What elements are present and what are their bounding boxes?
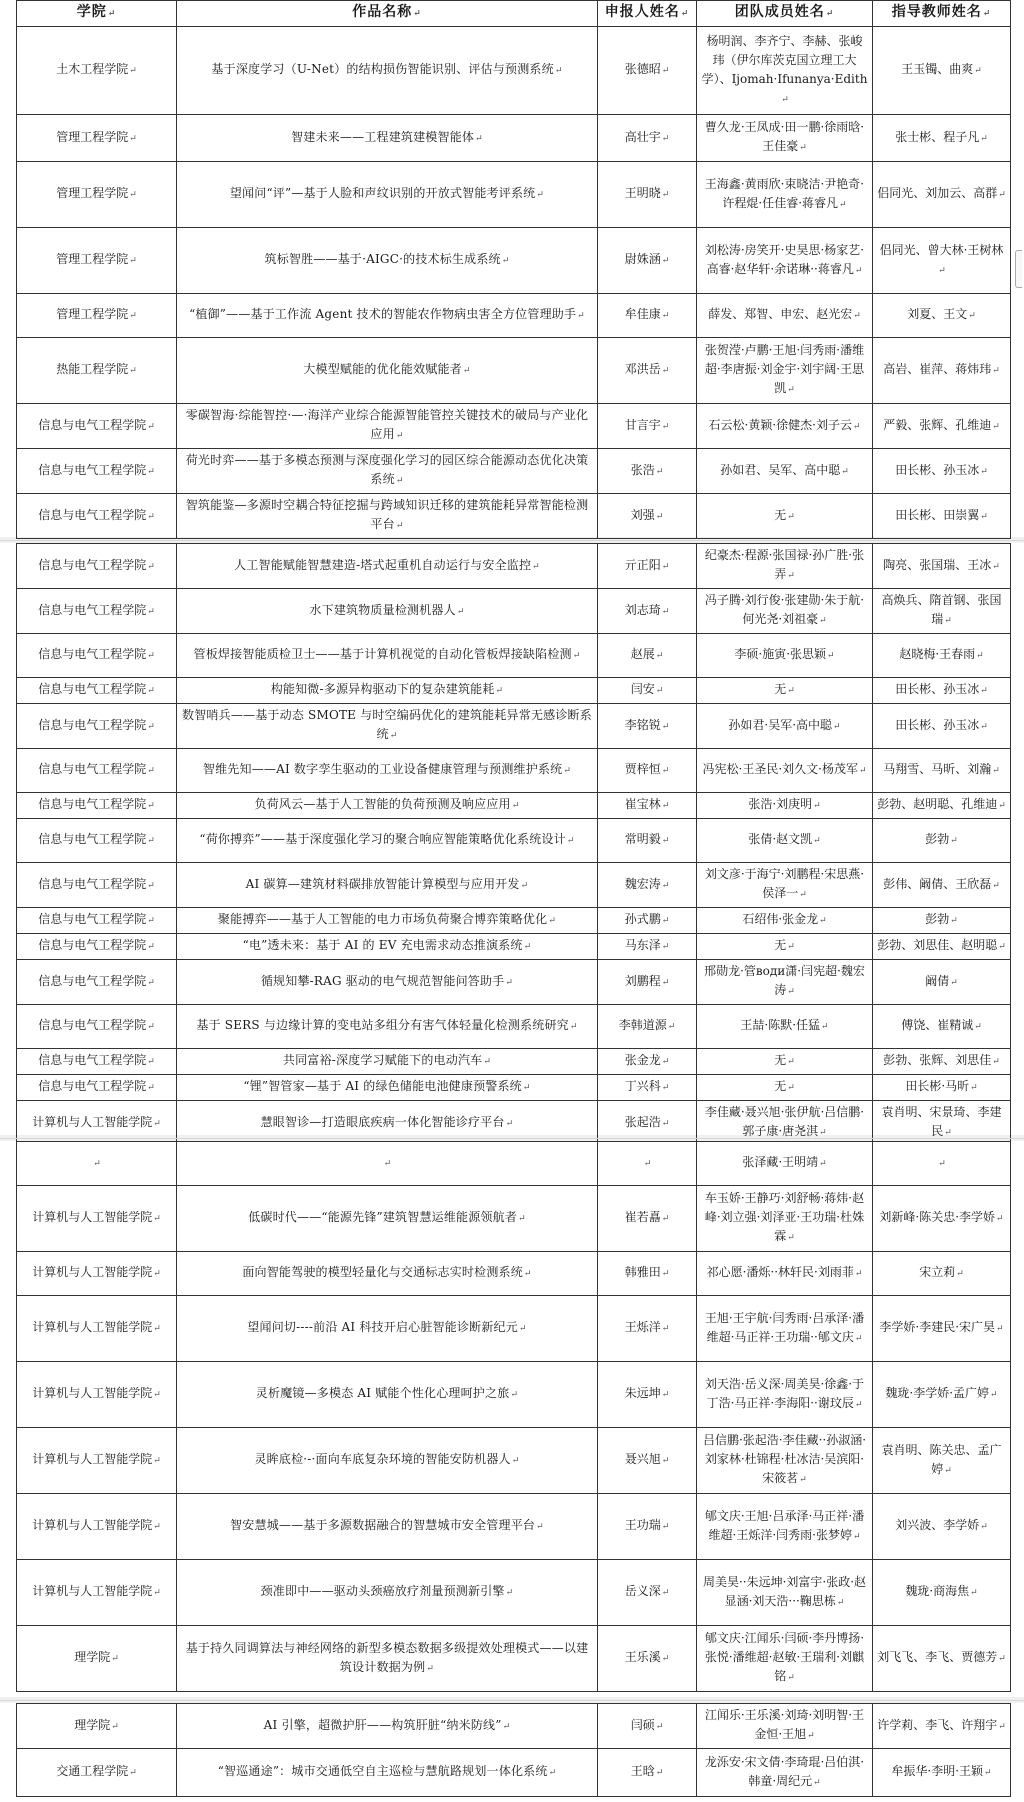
cell-applicant: 王功瑞↵ xyxy=(598,1494,697,1560)
table-row xyxy=(17,749,1011,793)
cell-work: “锂”智管家—基于 AI 的绿色储能电池健康预警系统↵ xyxy=(177,1075,598,1101)
cell-applicant: 岳义深↵ xyxy=(598,1560,697,1626)
cell-college: 信息与电气工程学院↵ xyxy=(17,819,177,863)
cell-members: 无↵ xyxy=(697,678,873,704)
header-members: 团队成员姓名↵ xyxy=(697,1,873,27)
cell-advisors: 彭勃、赵明聪、孔维迪↵ xyxy=(873,793,1011,819)
cell-advisors: 田长彬、孙玉冰↵ xyxy=(873,678,1011,704)
cell-members: 无↵ xyxy=(697,1075,873,1101)
table-row xyxy=(17,1362,1011,1428)
cell-advisors: 刘新峰·陈关忠·李学娇↵ xyxy=(873,1186,1011,1252)
cell-work: 水下建筑物质量检测机器人↵ xyxy=(177,589,598,634)
cell-work: 大模型赋能的优化能效赋能者↵ xyxy=(177,338,598,404)
cell-advisors: 彭勃↵ xyxy=(873,819,1011,863)
cell-college: 管理工程学院↵ xyxy=(17,294,177,338)
cell-applicant: 牟佳康↵ xyxy=(598,294,697,338)
cell-applicant: 王明晓↵ xyxy=(598,162,697,228)
cell-college: 计算机与人工智能学院↵ xyxy=(17,1252,177,1296)
cell-advisors: 侣同光、曾大林·王树林↵ xyxy=(873,228,1011,294)
cell-college: 计算机与人工智能学院↵ xyxy=(17,1101,177,1146)
cell-college: 计算机与人工智能学院↵ xyxy=(17,1560,177,1626)
results-table-page-1 xyxy=(16,0,1011,539)
cell-applicant: 孙式鹏↵ xyxy=(598,908,697,934)
cell-work: “荷你搏弈”——基于深度强化学习的聚合响应智能策略优化系统设计↵ xyxy=(177,819,598,863)
cell-advisors: 李学娇·李建民·宋广昊↵ xyxy=(873,1296,1011,1362)
cell-advisors: 张士彬、程子凡↵ xyxy=(873,115,1011,162)
cell-work: 望闻问切----前沿 AI 科技开启心脏智能诊断新纪元↵ xyxy=(177,1296,598,1362)
cell-work: 智筑能鉴—多源时空耦合特征挖掘与跨域知识迁移的建筑能耗异常智能检测平台↵ xyxy=(177,494,598,539)
cell-college: 信息与电气工程学院↵ xyxy=(17,1005,177,1049)
cell-applicant: 常明毅↵ xyxy=(598,819,697,863)
table-row xyxy=(17,1186,1011,1252)
cell-advisors: 魏珑·商海焦↵ xyxy=(873,1560,1011,1626)
table-row xyxy=(17,494,1011,539)
cell-applicant: 张浩↵ xyxy=(598,449,697,494)
header-applicant: 申报人姓名↵ xyxy=(598,1,697,27)
cell-college: ↵ xyxy=(17,1142,177,1186)
header-work: 作品名称↵ xyxy=(177,1,598,27)
cell-applicant: 李韩道源↵ xyxy=(598,1005,697,1049)
table-row xyxy=(17,338,1011,404)
cell-applicant: 刘鹏程↵ xyxy=(598,960,697,1005)
cell-college: 信息与电气工程学院↵ xyxy=(17,934,177,960)
cell-advisors: 田长彬、孙玉冰↵ xyxy=(873,704,1011,749)
cell-college: 计算机与人工智能学院↵ xyxy=(17,1296,177,1362)
cell-advisors: 彭伟、阚倩、王欣磊↵ xyxy=(873,863,1011,908)
cell-members: 王海鑫·黄雨欣·束晓洁·尹艳奇·许程焜·任佳睿·蒋睿凡↵ xyxy=(697,162,873,228)
cell-members: 孙如君、吴军、高中聪↵ xyxy=(697,449,873,494)
table-row xyxy=(17,1252,1011,1296)
page-separator xyxy=(0,540,1024,541)
cell-college: 信息与电气工程学院↵ xyxy=(17,749,177,793)
cell-advisors: 刘飞飞、李飞、贾德芳↵ xyxy=(873,1626,1011,1692)
cell-applicant: 亓正阳↵ xyxy=(598,544,697,589)
cell-work: 慧眼智诊—打造眼底疾病一体化智能诊疗平台↵ xyxy=(177,1101,598,1146)
cell-advisors: 刘兴波、李学娇↵ xyxy=(873,1494,1011,1560)
cell-work: 智建未来——工程建筑建模智能体↵ xyxy=(177,115,598,162)
page-3 xyxy=(0,1141,1024,1697)
cell-applicant: 赵展↵ xyxy=(598,634,697,678)
cell-college: 信息与电气工程学院↵ xyxy=(17,589,177,634)
cell-advisors: 袁肖明、宋景琦、李建民↵ xyxy=(873,1101,1011,1146)
cell-college: 管理工程学院↵ xyxy=(17,115,177,162)
table-row xyxy=(17,294,1011,338)
cell-college: 理学院↵ xyxy=(17,1626,177,1692)
table-row xyxy=(17,908,1011,934)
cell-applicant: 尉姝涵↵ xyxy=(598,228,697,294)
cell-applicant: 丁兴科↵ xyxy=(598,1075,697,1101)
table-row xyxy=(17,1560,1011,1626)
cell-advisors: 田长彬、田崇翼↵ xyxy=(873,494,1011,539)
cell-advisors: 魏珑·李学娇·孟广婷↵ xyxy=(873,1362,1011,1428)
cell-college: 交通工程学院↵ xyxy=(17,1749,177,1797)
cell-members: 无↵ xyxy=(697,934,873,960)
cell-work: 智安慧城——基于多源数据融合的智慧城市安全管理平台↵ xyxy=(177,1494,598,1560)
cell-advisors: 彭勃、张辉、刘思佳↵ xyxy=(873,1049,1011,1075)
cell-work: “植御”——基于工作流 Agent 技术的智能农作物病虫害全方位管理助手↵ xyxy=(177,294,598,338)
cell-work: 负荷风云—基于人工智能的负荷预测及响应应用↵ xyxy=(177,793,598,819)
cell-work: 管板焊接智能质检卫士——基于计算机视觉的自动化管板焊接缺陷检测↵ xyxy=(177,634,598,678)
cell-college: 信息与电气工程学院↵ xyxy=(17,1075,177,1101)
cell-work: “电”透未来：基于 AI 的 EV 充电需求动态推演系统↵ xyxy=(177,934,598,960)
cell-advisors: 阚倩↵ xyxy=(873,960,1011,1005)
cell-members: 王旭·王宇航·闫秀雨·吕承泽·潘维超·马正祥·王功瑞··郇文庆↵ xyxy=(697,1296,873,1362)
cell-members: 周美昊··朱远坤·刘富宇·张政·赵显涵·刘天浩···鞠思栋↵ xyxy=(697,1560,873,1626)
cell-members: 江闻乐·王乐溪·刘琦·刘明智·王金恒·王旭↵ xyxy=(697,1704,873,1749)
cell-work: 筑标智胜——基于·AIGC·的技术标生成系统↵ xyxy=(177,228,598,294)
cell-members: 邢勋龙·管води潇·闫宪超·魏宏涛↵ xyxy=(697,960,873,1005)
header-college: 学院↵ xyxy=(17,1,177,27)
table-row xyxy=(17,819,1011,863)
cell-members: 张倩·赵文凯↵ xyxy=(697,819,873,863)
results-table-page-4 xyxy=(16,1703,1011,1797)
cell-work: AI 碳算—建筑材料碳排放智能计算模型与应用开发↵ xyxy=(177,863,598,908)
cell-advisors: 高岩、崔萍、蒋炜玮↵ xyxy=(873,338,1011,404)
cell-work: 聚能搏弈——基于人工智能的电力市场负荷聚合博弈策略优化↵ xyxy=(177,908,598,934)
cell-applicant: 聂兴旭↵ xyxy=(598,1428,697,1494)
cell-members: 冯子腾·刘行俊·张建勋·朱于航·何光尧·刘祖豪↵ xyxy=(697,589,873,634)
cell-members: 冯宪松·王圣民·刘久文·杨茂军↵ xyxy=(697,749,873,793)
cell-college: 信息与电气工程学院↵ xyxy=(17,908,177,934)
table-row xyxy=(17,228,1011,294)
page-separator xyxy=(0,1700,1024,1701)
cell-college: 理学院↵ xyxy=(17,1704,177,1749)
cell-advisors: 袁肖明、陈关忠、孟广婷↵ xyxy=(873,1428,1011,1494)
cell-work: 循规知攀-RAG 驱动的电气规范智能问答助手↵ xyxy=(177,960,598,1005)
cell-advisors: 陶亮、张国瑞、王冰↵ xyxy=(873,544,1011,589)
cell-college: 信息与电气工程学院↵ xyxy=(17,634,177,678)
cell-college: 管理工程学院↵ xyxy=(17,228,177,294)
cell-members: 李硕·施寅·张思颖↵ xyxy=(697,634,873,678)
cell-college: 信息与电气工程学院↵ xyxy=(17,960,177,1005)
table-row xyxy=(17,1626,1011,1692)
cell-members: 龙泺安·宋文倩·李琦琨·吕伯淇·韩童·周纪元↵ xyxy=(697,1749,873,1797)
cell-work: 灵眸底检·-·面向车底复杂环境的智能安防机器人↵ xyxy=(177,1428,598,1494)
cell-applicant: 高壮宇↵ xyxy=(598,115,697,162)
cell-college: 信息与电气工程学院↵ xyxy=(17,449,177,494)
cell-advisors: 许学莉、李飞、许翔宇↵ xyxy=(873,1704,1011,1749)
cell-advisors: 马翔雪、马昕、刘瀚↵ xyxy=(873,749,1011,793)
cell-members: 无↵ xyxy=(697,1049,873,1075)
table-row xyxy=(17,1005,1011,1049)
table-row xyxy=(17,1494,1011,1560)
cell-work: 灵析魔镜—多模态 AI 赋能个性化心理呵护之旅↵ xyxy=(177,1362,598,1428)
cell-work: 面向智能驾驶的模型轻量化与交通标志实时检测系统↵ xyxy=(177,1252,598,1296)
page-1 xyxy=(0,0,1024,537)
cell-work: 人工智能赋能智慧建造-塔式起重机自动运行与安全监控↵ xyxy=(177,544,598,589)
table-row xyxy=(17,1142,1011,1186)
cell-applicant: 王晗↵ xyxy=(598,1749,697,1797)
cell-members: 刘天浩·岳义深·周美昊·徐鑫·于丁浩·马正祥·李海阳··谢玟辰↵ xyxy=(697,1362,873,1428)
cell-applicant: 刘强↵ xyxy=(598,494,697,539)
cell-advisors: 彭勃↵ xyxy=(873,908,1011,934)
cell-applicant: 王乐溪↵ xyxy=(598,1626,697,1692)
cell-college: 计算机与人工智能学院↵ xyxy=(17,1428,177,1494)
table-row xyxy=(17,934,1011,960)
cell-advisors: 侣同光、刘加云、高群↵ xyxy=(873,162,1011,228)
cell-advisors: 赵晓梅·王春雨↵ xyxy=(873,634,1011,678)
page-separator xyxy=(0,1138,1024,1139)
cell-advisors: ↵ xyxy=(873,1142,1011,1186)
cell-work: ↵ xyxy=(177,1142,598,1186)
cell-work: 零碳智海·综能智控·—·海洋产业综合能源智能管控关键技术的破局与产业化应用↵ xyxy=(177,404,598,449)
table-row xyxy=(17,678,1011,704)
cell-applicant: 邓洪岳↵ xyxy=(598,338,697,404)
cell-college: 信息与电气工程学院↵ xyxy=(17,678,177,704)
cell-advisors: 彭勃、刘思佳、赵明聪↵ xyxy=(873,934,1011,960)
table-row xyxy=(17,1075,1011,1101)
cell-members: 曹久龙·王凤成·田一鹏·徐雨晗·王佳豪↵ xyxy=(697,115,873,162)
cell-advisors: 王玉镯、曲爽↵ xyxy=(873,27,1011,115)
table-row xyxy=(17,634,1011,678)
table-row xyxy=(17,793,1011,819)
cell-advisors: 刘夏、王文↵ xyxy=(873,294,1011,338)
cell-applicant: 闫硕↵ xyxy=(598,1704,697,1749)
cell-applicant: 韩雅田↵ xyxy=(598,1252,697,1296)
table-row xyxy=(17,960,1011,1005)
table-row xyxy=(17,115,1011,162)
cell-work: 低碳时代——“能源先锋”建筑智慧运维能源领航者↵ xyxy=(177,1186,598,1252)
cell-college: 计算机与人工智能学院↵ xyxy=(17,1494,177,1560)
cell-college: 管理工程学院↵ xyxy=(17,162,177,228)
cell-applicant: 张德昭↵ xyxy=(598,27,697,115)
page-2 xyxy=(0,543,1024,1138)
cell-members: 无↵ xyxy=(697,494,873,539)
cell-members: 孙如君·吴军·高中聪↵ xyxy=(697,704,873,749)
cell-advisors: 田长彬·马昕↵ xyxy=(873,1075,1011,1101)
cell-applicant: 张起浩↵ xyxy=(598,1101,697,1146)
cell-work: 颈准即中——驱动头颈癌放疗剂量预测新引擎↵ xyxy=(177,1560,598,1626)
cell-applicant: 崔若嚞↵ xyxy=(598,1186,697,1252)
table-row xyxy=(17,1049,1011,1075)
cell-members: 张浩·刘庚明↵ xyxy=(697,793,873,819)
cell-college: 信息与电气工程学院↵ xyxy=(17,544,177,589)
scrollbar-handle[interactable] xyxy=(1015,250,1022,288)
cell-members: 郇文庆·江闻乐·闫硕·李丹博扬·张悦·潘维超·赵敏·王瑞利·刘麒铭↵ xyxy=(697,1626,873,1692)
cell-work: AI 引擎，超微护肝——构筑肝脏“纳米防线”↵ xyxy=(177,1704,598,1749)
cell-advisors: 宋立莉↵ xyxy=(873,1252,1011,1296)
cell-members: 石绍伟·张金龙↵ xyxy=(697,908,873,934)
cell-advisors: 田长彬、孙玉冰↵ xyxy=(873,449,1011,494)
table-row xyxy=(17,27,1011,115)
cell-applicant: 刘志琦↵ xyxy=(598,589,697,634)
cell-applicant: 闫安↵ xyxy=(598,678,697,704)
table-row xyxy=(17,704,1011,749)
cell-advisors: 牟振华·李明·王颖↵ xyxy=(873,1749,1011,1797)
cell-work: 构能知微-多源异构驱动下的复杂建筑能耗↵ xyxy=(177,678,598,704)
cell-applicant: 李铭锐↵ xyxy=(598,704,697,749)
cell-college: 信息与电气工程学院↵ xyxy=(17,1049,177,1075)
cell-applicant: 朱远坤↵ xyxy=(598,1362,697,1428)
cell-applicant: 王烁洋↵ xyxy=(598,1296,697,1362)
cell-advisors: 高焕兵、隋首钢、张国瑞↵ xyxy=(873,589,1011,634)
cell-advisors: 严毅、张辉、孔维迪↵ xyxy=(873,404,1011,449)
cell-work: 智维先知——AI 数字孪生驱动的工业设备健康管理与预测维护系统↵ xyxy=(177,749,598,793)
cell-college: 信息与电气工程学院↵ xyxy=(17,494,177,539)
results-table-page-3 xyxy=(16,1141,1011,1692)
table-row xyxy=(17,1704,1011,1749)
table-row xyxy=(17,589,1011,634)
cell-members: 张贺滢·卢鹏·王旭·闫秀雨·潘维超·李唐振·刘金宇·刘宇阔·王思凯↵ xyxy=(697,338,873,404)
table-row xyxy=(17,1428,1011,1494)
cell-members: 吕信鹏·张起浩·李佳藏··孙淑涵·刘家林·杜锦程·杜冰洁·吴滨阳·宋筱茗↵ xyxy=(697,1428,873,1494)
cell-members: 车玉娇·王静巧·刘舒畅·蒋炜·赵峰·刘立强·刘泽亚·王功瑞·杜姝霖↵ xyxy=(697,1186,873,1252)
cell-college: 计算机与人工智能学院↵ xyxy=(17,1362,177,1428)
table-row xyxy=(17,544,1011,589)
cell-college: 土木工程学院↵ xyxy=(17,27,177,115)
table-row xyxy=(17,404,1011,449)
cell-applicant: 马东泽↵ xyxy=(598,934,697,960)
cell-work: 数智哨兵——基于动态 SMOTE 与时空编码优化的建筑能耗异常无感诊断系统↵ xyxy=(177,704,598,749)
cell-work: 基于 SERS 与边缘计算的变电站多组分有害气体轻量化检测系统研究↵ xyxy=(177,1005,598,1049)
cell-college: 信息与电气工程学院↵ xyxy=(17,704,177,749)
cell-work: “智巡通途”：城市交通低空自主巡检与慧航路规划一体化系统↵ xyxy=(177,1749,598,1797)
cell-members: 李佳藏·聂兴旭·张伊航·吕信鹏·郭子康·唐尧淇↵ xyxy=(697,1101,873,1146)
cell-college: 信息与电气工程学院↵ xyxy=(17,793,177,819)
table-row xyxy=(17,863,1011,908)
cell-applicant: 魏宏涛↵ xyxy=(598,863,697,908)
cell-work: 望闻问“评”—基于人脸和声纹识别的开放式智能考评系统↵ xyxy=(177,162,598,228)
table-row xyxy=(17,162,1011,228)
cell-applicant: 崔宝林↵ xyxy=(598,793,697,819)
cell-work: 基于深度学习（U-Net）的结构损伤智能识别、评估与预测系统↵ xyxy=(177,27,598,115)
table-row xyxy=(17,1749,1011,1797)
cell-applicant: 张金龙↵ xyxy=(598,1049,697,1075)
table-row xyxy=(17,1296,1011,1362)
cell-members: 石云松·黄颖·徐健杰·刘子云↵ xyxy=(697,404,873,449)
cell-work: 基于持久同调算法与神经网络的新型多模态数据多级提效处理模式——以建筑设计数据为例↵ xyxy=(177,1626,598,1692)
table-header-row xyxy=(17,1,1011,27)
cell-members: 薛发、郑智、申宏、赵光宏↵ xyxy=(697,294,873,338)
cell-members: 张泽藏·王明靖↵ xyxy=(697,1142,873,1186)
cell-college: 信息与电气工程学院↵ xyxy=(17,863,177,908)
cell-members: 杨明润、李齐宁、李赫、张峻玮（伊尔库茨克国立理工大学）、Ijomah·Ifunanya·Edith↵ xyxy=(697,27,873,115)
cell-members: 郇文庆·王旭·吕承泽·马正祥·潘维超·王烁洋·闫秀雨·张梦婷↵ xyxy=(697,1494,873,1560)
cell-members: 刘松涛·房笑开·史昊思·杨家艺·高睿·赵华轩·余诺琳··蒋睿凡↵ xyxy=(697,228,873,294)
cell-applicant: ↵ xyxy=(598,1142,697,1186)
cell-applicant: 贾梓恒↵ xyxy=(598,749,697,793)
cell-college: 信息与电气工程学院↵ xyxy=(17,404,177,449)
cell-members: 王喆·陈默·任猛↵ xyxy=(697,1005,873,1049)
cell-members: 刘文彦·于海宁·刘鹏程·宋思燕·侯泽一↵ xyxy=(697,863,873,908)
cell-work: 共同富裕-深度学习赋能下的电动汽车↵ xyxy=(177,1049,598,1075)
header-advisors: 指导教师姓名↵ xyxy=(873,1,1011,27)
table-row xyxy=(17,449,1011,494)
cell-advisors: 傅饶、崔精诚↵ xyxy=(873,1005,1011,1049)
results-table-page-2 xyxy=(16,543,1011,1146)
page-4 xyxy=(0,1703,1024,1802)
cell-college: 计算机与人工智能学院↵ xyxy=(17,1186,177,1252)
cell-members: 纪豪杰·程源·张国禄·孙广胜·张弄↵ xyxy=(697,544,873,589)
cell-work: 荷光时弈——基于多模态预测与深度强化学习的园区综合能源动态优化决策系统↵ xyxy=(177,449,598,494)
cell-applicant: 甘言宇↵ xyxy=(598,404,697,449)
cell-members: 祁心愿·潘烁··林轩民·刘雨菲↵ xyxy=(697,1252,873,1296)
cell-college: 热能工程学院↵ xyxy=(17,338,177,404)
